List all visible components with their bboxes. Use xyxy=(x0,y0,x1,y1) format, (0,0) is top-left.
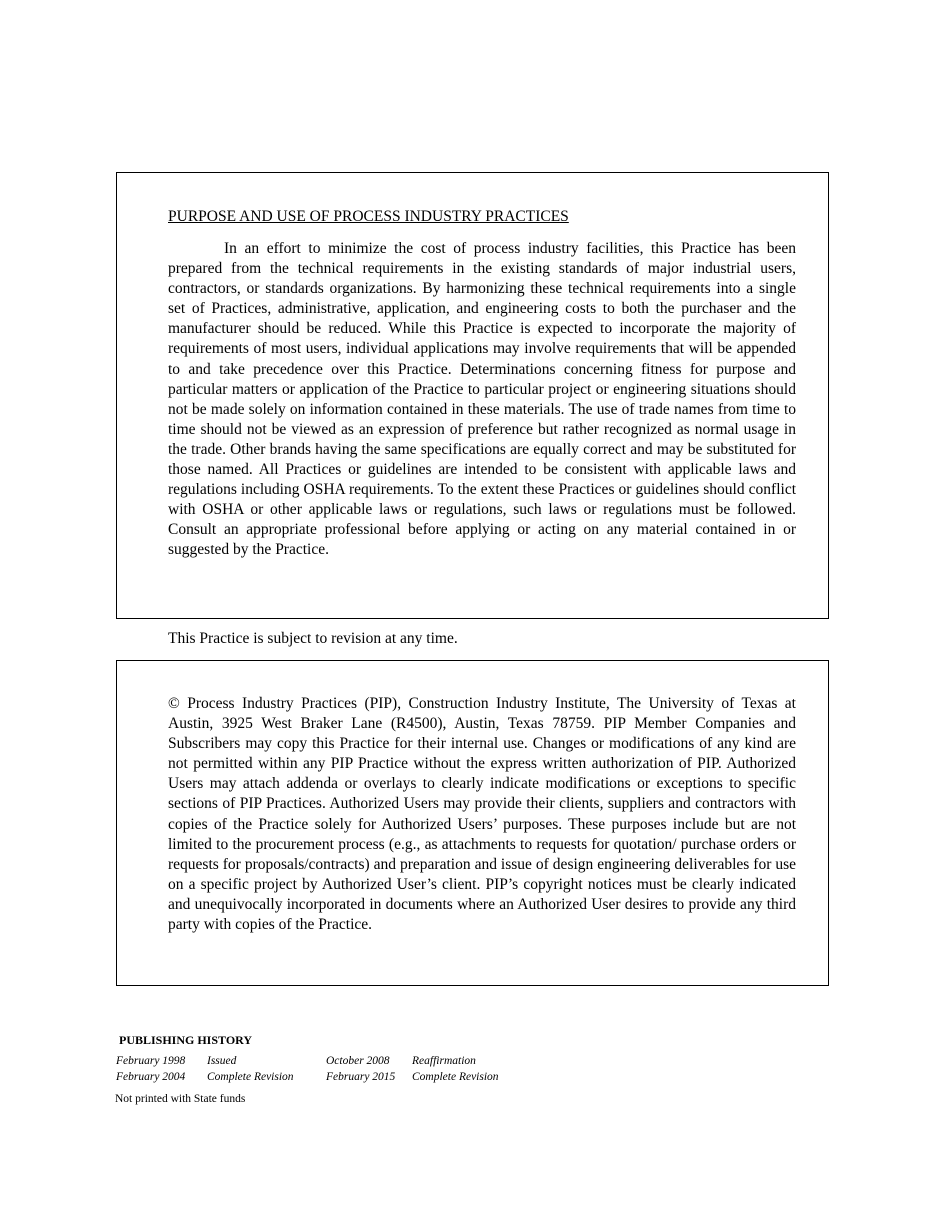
history-date: February 1998 xyxy=(116,1055,186,1067)
history-row xyxy=(116,1053,499,1069)
copyright-section xyxy=(116,660,829,986)
publishing-history xyxy=(116,1033,499,1085)
revision-note: This Practice is subject to revision at any time. xyxy=(168,630,458,647)
history-date: February 2004 xyxy=(116,1071,186,1083)
publishing-history-table xyxy=(116,1053,499,1085)
history-date: February 2015 xyxy=(326,1071,396,1083)
history-description: Reaffirmation xyxy=(412,1055,476,1067)
purpose-section xyxy=(116,172,829,619)
copyright-content xyxy=(168,694,796,935)
purpose-paragraph: In an effort to minimize the cost of process industry facilities, this Practice has been prepared from the technical requirements in the existing standards of major industrial users, contractors, or standards organizations. By harmonizing these technical requirements into a single set of Practices, administrative, application, and engineering costs to both the purchaser and the manufacturer should be reduced. While this Practice is expected to incorporate the majority of requirements of most users, individual applications may involve requirements that will be appended to and take precedence over this Practice. Determinations concerning fitness for purpose and particular matters or application of the Practice to particular project or engineering situations should not be made solely on information contained in these materials. The use of trade names from time to time should not be viewed as an expression of preference but rather recognized as normal usage in the trade. Other brands having the same specifications are equally correct and may be substituted for those named. All Practices or guidelines are intended to be consistent with applicable laws and regulations including OSHA requirements. To the extent these Practices or guidelines should conflict with OSHA or other applicable laws or regulations, such laws or regulations must be followed. Consult an appropriate professional before applying or acting on any material contained in or suggested by the Practice. xyxy=(168,240,796,559)
purpose-heading: PURPOSE AND USE OF PROCESS INDUSTRY PRACTICES xyxy=(168,208,569,225)
history-row xyxy=(116,1069,499,1085)
purpose-content xyxy=(168,207,796,561)
history-description: Issued xyxy=(207,1055,237,1067)
funds-note: Not printed with State funds xyxy=(115,1093,246,1105)
publishing-history-title: PUBLISHING HISTORY xyxy=(119,1033,253,1047)
history-description: Complete Revision xyxy=(207,1071,294,1083)
copyright-paragraph: © Process Industry Practices (PIP), Construction Industry Institute, The University of Texas at Austin, 3925 West Braker Lane (R4500), Austin, Texas 78759. PIP Member Companies and Subscribers may copy this Practice for their internal use. Changes or modifications of any kind are not permitted within any PIP Practice without the express written authorization of PIP. Authorized Users may attach addenda or overlays to clearly indicate modifications or exceptions to specific sections of PIP Practices. Authorized Users may provide their clients, suppliers and contractors with copies of the Practice solely for Authorized Users’ purposes. These purposes include but are not limited to the procurement process (e.g., as attachments to requests for quotation/ purchase orders or requests for proposals/contracts) and preparation and issue of design engineering deliverables for use on a specific project by Authorized User’s client. PIP’s copyright notices must be clearly indicated and unequivocally incorporated in documents where an Authorized User desires to provide any third party with copies of the Practice. xyxy=(168,695,796,934)
history-date: October 2008 xyxy=(326,1055,390,1067)
history-description: Complete Revision xyxy=(412,1071,499,1083)
